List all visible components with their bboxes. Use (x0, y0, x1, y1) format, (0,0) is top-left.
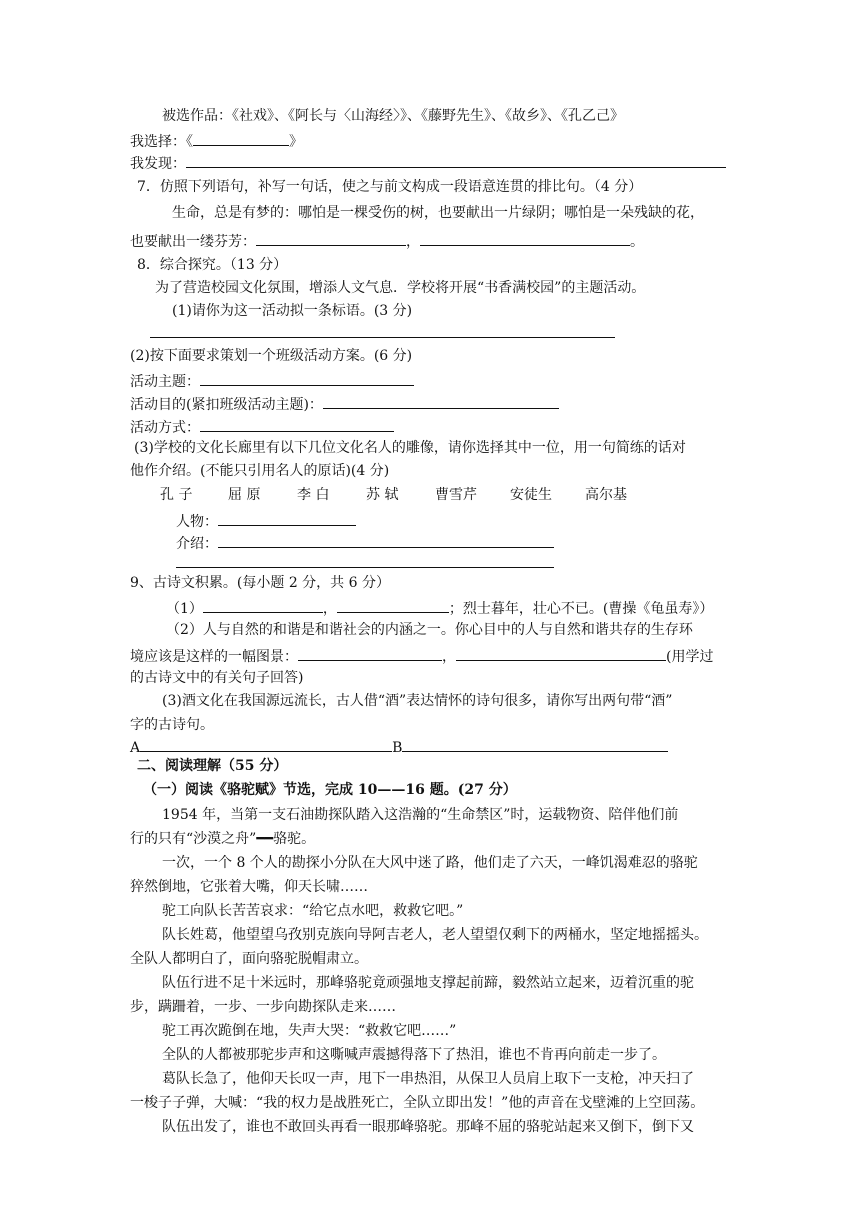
celebrity-name: 屈 原 (228, 487, 261, 503)
q8-part3-b: 他作介绍。(不能只引用名人的原话)(4 分) (130, 463, 390, 479)
intro-label: 介绍： (176, 536, 218, 552)
activity-theme-label: 活动主题： (130, 374, 200, 390)
section-2-heading: 二、阅读理解（55 分） (137, 758, 288, 774)
passage-p4: 队长姓葛，他望望乌孜别克族向导阿吉老人，老人望望仅剩下的两桶水，坚定地摇摇头。 (162, 927, 708, 943)
answer-a-blank[interactable] (140, 736, 392, 752)
q9-2-prefix: 境应该是这样的一幅图景： (130, 649, 298, 665)
activity-purpose-label: 活动目的(紧扣班级活动主题)： (130, 397, 323, 413)
q7-text-1: 生命，总是有梦的：哪怕是一棵受伤的树，也要献出一片绿阴；哪怕是一朵残缺的花， (172, 205, 704, 221)
q8-part1: (1)请你为这一活动拟一条标语。(3 分) (172, 303, 413, 319)
intro-line-2 (176, 552, 554, 573)
reading-1-heading: （一）阅读《骆驼赋》节选，完成 10——16 题。(27 分） (143, 782, 517, 798)
q9-part2-c: 的古诗文中的有关句子回答) (130, 670, 304, 686)
q9-2-comma: ， (442, 649, 456, 665)
activity-method-blank[interactable] (200, 416, 394, 432)
q9-part1 (166, 597, 713, 618)
person-label: 人物： (176, 514, 218, 530)
celebrity-name: 曹雪芹 (435, 487, 477, 503)
passage-p1-b: 行的只有“沙漠之舟”━━骆驼。 (130, 831, 316, 847)
q9-2-blank-b[interactable] (456, 645, 666, 661)
finding-label: 我发现： (130, 156, 186, 172)
question-8: 8．综合探究。（13 分） (137, 257, 288, 273)
q8-intro: 为了营造校园文化氛围，增添人文气息．学校将开展“书香满校园”的主题活动。 (155, 280, 646, 296)
question-7: 7．仿照下列语句，补写一句话，使之与前文构成一段语意连贯的排比句。（4 分） (137, 179, 643, 195)
q9-part2-b (130, 645, 713, 666)
intro-blank[interactable] (218, 532, 554, 548)
activity-method-line (130, 416, 394, 437)
answer-b-label: B (392, 740, 403, 756)
passage-p8: 葛队长急了，他仰天长叹一声，甩下一串热泪，从保卫人员肩上取下一支枪，冲天扫了 (162, 1071, 694, 1087)
q9-1-label: （1） (166, 601, 203, 617)
choice-label: 我选择：《 (130, 134, 193, 150)
celebrity-name: 苏 轼 (366, 487, 399, 503)
activity-purpose-blank[interactable] (323, 393, 559, 409)
passage-p2: 一次，一个 8 个人的勘探小分队在大风中迷了路，他们走了六天，一峰饥渴难忍的骆驼 (162, 855, 698, 871)
person-blank[interactable] (218, 510, 356, 526)
q9-part2: （2）人与自然的和谐是和谐社会的内涵之一。你心目中的人与自然和谐共存的生存环 (166, 622, 693, 638)
q8-part1-line (150, 322, 615, 343)
q9-2-blank-a[interactable] (298, 645, 442, 661)
passage-p7: 全队的人都被那驼步声和这嘶喊声震撼得落下了热泪，谁也不肯再向前走一步了。 (162, 1047, 666, 1063)
person-line (176, 510, 356, 531)
q9-part3: (3)酒文化在我国源远流长，古人借“酒”表达情怀的诗句很多，请你写出两句带“酒” (162, 693, 673, 709)
passage-p3: 驼工向队长苦苦哀求：“给它点水吧，救救它吧。” (162, 903, 464, 919)
activity-theme-line (130, 370, 414, 391)
celebrity-name: 孔 子 (160, 487, 193, 503)
q7-text-2 (130, 230, 644, 251)
choice-line (130, 130, 303, 151)
question-9: 9、古诗文积累。(每小题 2 分，共 6 分） (130, 575, 390, 591)
celebrity-name: 高尔基 (585, 487, 627, 503)
q7-period: 。 (630, 234, 644, 250)
q9-1-tail: ；烈士暮年，壮心不已。(曹操《龟虽寿》） (448, 601, 714, 617)
q9-1-comma: ， (322, 601, 337, 617)
passage-p8-b: 一梭子子弹，大喊：“我的权力是战胜死亡，全队立即出发！”他的声音在戈壁滩的上空回荡。 (130, 1095, 705, 1111)
activity-purpose-line (130, 393, 559, 414)
passage-p9: 队伍出发了，谁也不敢回头再看一眼那峰骆驼。那峰不屈的骆驼站起来又倒下，倒下又 (162, 1119, 694, 1135)
slogan-blank[interactable] (150, 322, 615, 338)
passage-p4-b: 全队人都明白了，面向骆驼脱帽肃立。 (130, 951, 368, 967)
finding-line (130, 152, 726, 173)
q9-2-tail: (用学过 (666, 649, 714, 665)
activity-theme-blank[interactable] (200, 370, 414, 386)
q8-part2: (2)按下面要求策划一个班级活动方案。(6 分) (130, 348, 413, 364)
passage-p5-b: 步，蹒跚着，一步、一步向勘探队走来…… (130, 999, 396, 1015)
q7-comma: ， (406, 234, 420, 250)
activity-method-label: 活动方式： (130, 420, 200, 436)
q7-blank-1[interactable] (256, 230, 406, 246)
passage-p5: 队伍行进不足十米远时，那峰骆驼竟顽强地支撑起前蹄，毅然站立起来，迈着沉重的驼 (162, 975, 694, 991)
q8-part3: (3)学校的文化长廊里有以下几位文化名人的雕像，请你选择其中一位，用一句简练的话对 (134, 440, 686, 456)
q9-1-blank-a[interactable] (203, 597, 323, 613)
celebrity-name: 李 白 (297, 487, 330, 503)
finding-blank[interactable] (186, 152, 726, 168)
q7-blank-2[interactable] (420, 230, 630, 246)
celebrity-name: 安徒生 (510, 487, 552, 503)
choice-close: 》 (289, 134, 303, 150)
passage-p2-b: 猝然倒地，它张着大嘴，仰天长啸…… (130, 879, 368, 895)
choice-blank[interactable] (193, 130, 289, 146)
q9-part3-b: 字的古诗句。 (130, 717, 214, 733)
passage-p6: 驼工再次跪倒在地，失声大哭：“救救它吧……” (162, 1023, 457, 1039)
answer-a-label: A (130, 740, 141, 756)
intro-line (176, 532, 554, 553)
intro-blank-2[interactable] (176, 552, 554, 568)
q7-prefix: 也要献出一缕芬芳： (130, 234, 256, 250)
candidate-works: 被选作品：《社戏》、《阿长与〈山海经〉》、《藤野先生》、《故乡》、《孔乙己》 (162, 108, 624, 124)
passage-p1: 1954 年，当第一支石油勘探队踏入这浩瀚的“生命禁区”时，运载物资、陪伴他们前 (162, 807, 679, 823)
answer-b-blank[interactable] (402, 736, 668, 752)
q9-1-blank-b[interactable] (337, 597, 449, 613)
poem-answer-line (130, 736, 668, 757)
